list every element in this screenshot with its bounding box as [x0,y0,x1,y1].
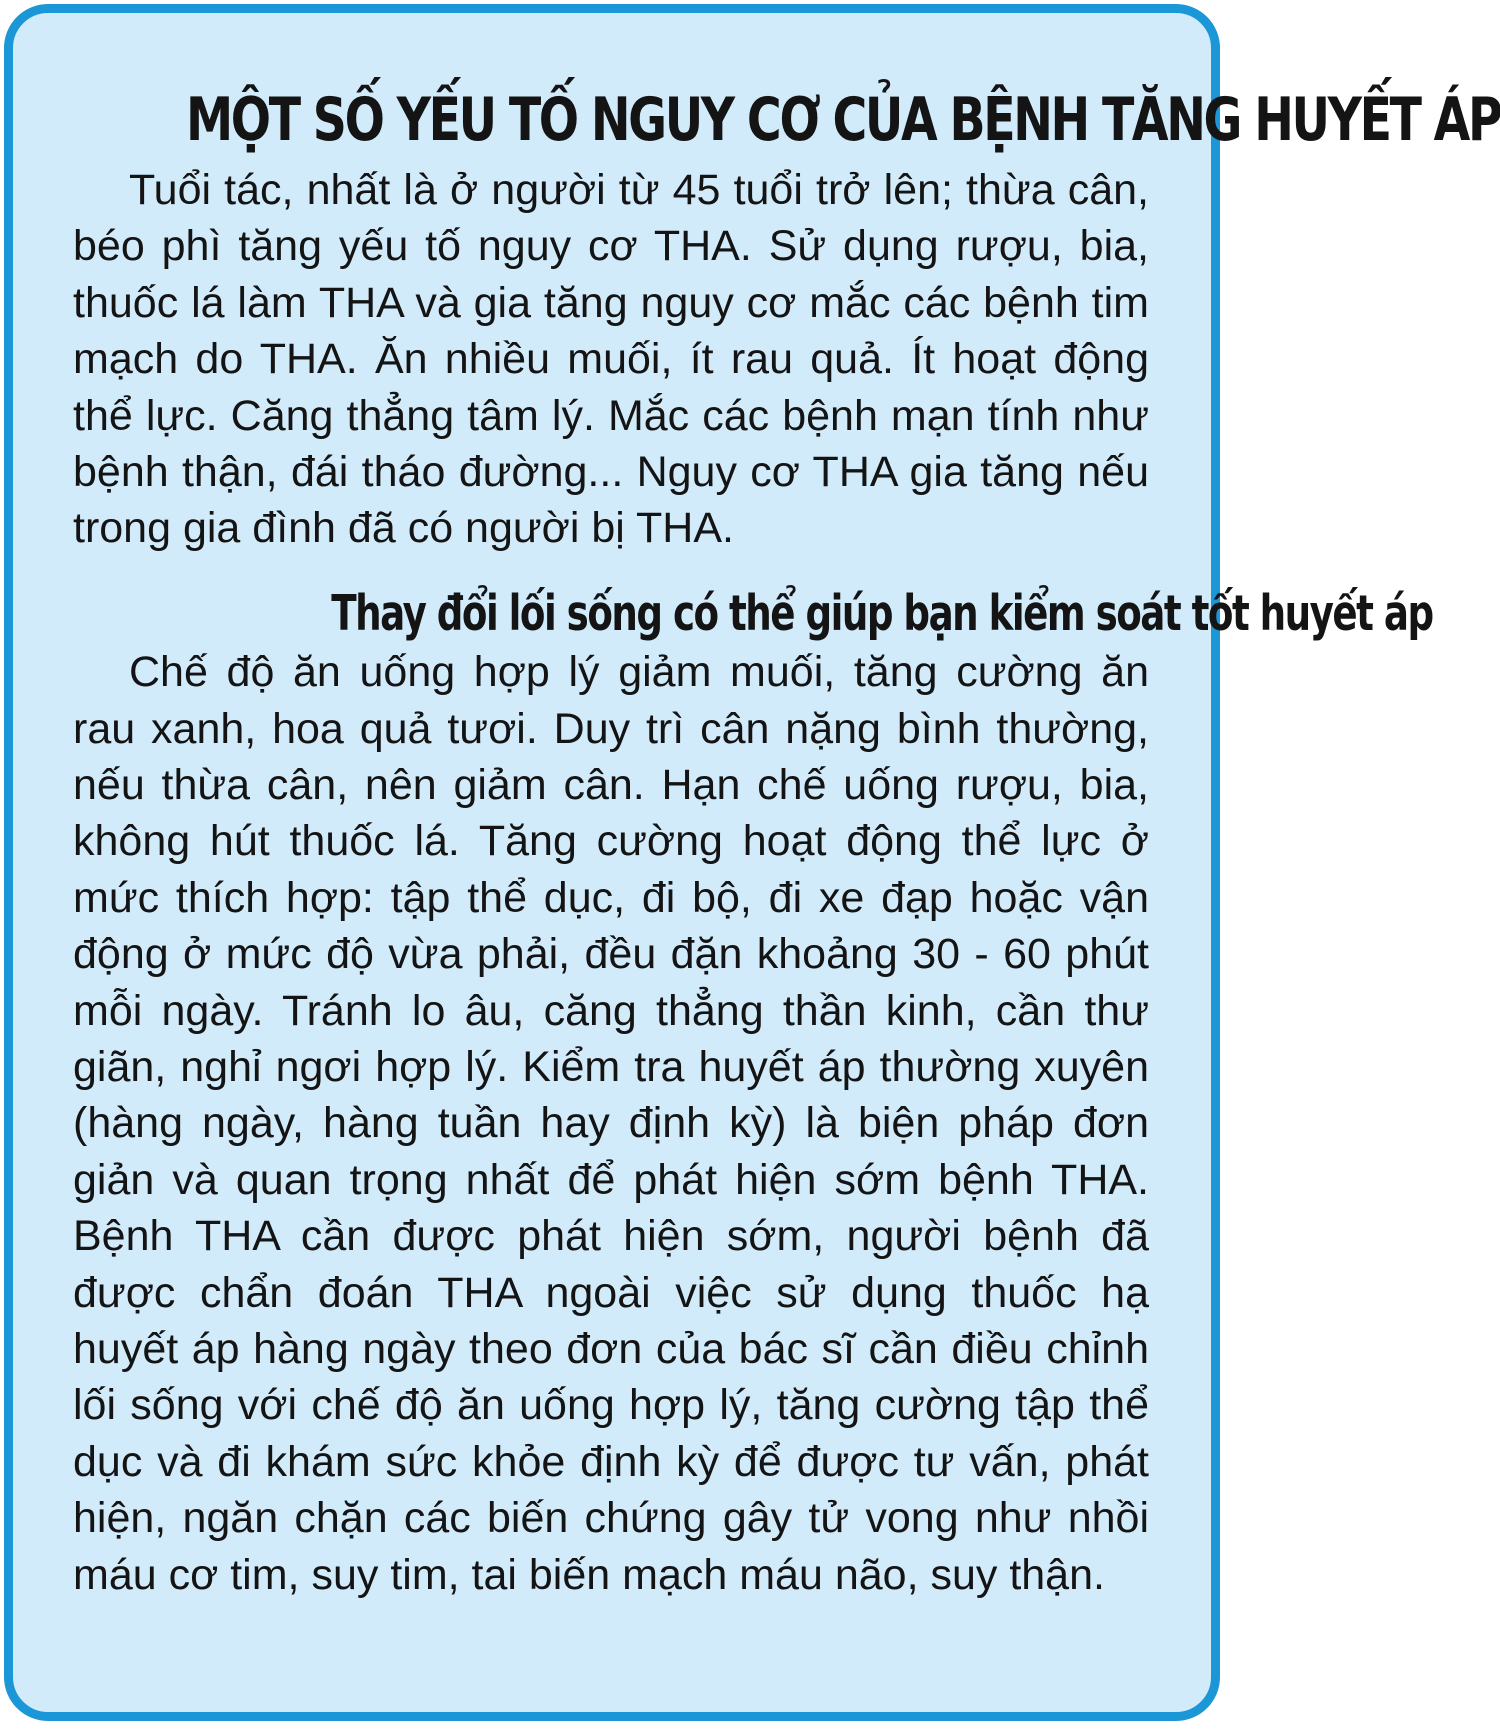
info-box [4,4,1500,1721]
lifestyle-paragraph: Chế độ ăn uống hợp lý giảm muối, tăng cường ăn rau xanh, hoa quả tươi. Duy trì cân nặng bình thường, nếu thừa cân, nên giảm cân. Hạn chế uống rượu, bia, không hút thuốc lá. Tăng cường hoạt động thể lực ở mức thích hợp: tập thể dục, đi bộ, đi xe đạp hoặc vận động ở mức độ vừa phải, đều đặn khoảng 30 - 60 phút mỗi ngày. Tránh lo âu, căng thẳng thần kinh, cần thư giãn, nghỉ ngơi hợp lý. Kiểm tra huyết áp thường xuyên (hàng ngày, hàng tuần hay định kỳ) là biện pháp đơn giản và quan trọng nhất để phát hiện sớm bệnh THA. Bệnh THA cần được phát hiện sớm, người bệnh đã được chẩn đoán THA ngoài việc sử dụng thuốc hạ huyết áp hàng ngày theo đơn của bác sĩ cần điều chỉnh lối sống với chế độ ăn uống hợp lý, tăng cường tập thể dục và đi khám sức khỏe định kỳ để được tư vấn, phát hiện, ngăn chặn các biến chứng gây tử vong như nhồi máu cơ tim, suy tim, tai biến mạch máu não, suy thận. [73,648,1149,1599]
section-subtitle: Thay đổi lối sống có thể giúp bạn kiểm soát tốt huyết áp [331,584,1433,642]
risk-factors-paragraph: Tuổi tác, nhất là ở người từ 45 tuổi trở lên; thừa cân, béo phì tăng yếu tố nguy cơ THA. Sử dụng rượu, bia, thuốc lá làm THA và gia tăng nguy cơ mắc các bệnh tim mạch do THA. Ăn nhiều muối, ít rau quả. Ít hoạt động thể lực. Căng thẳng tâm lý. Mắc các bệnh mạn tính như bệnh thận, đái tháo đường... Nguy cơ THA gia tăng nếu trong gia đình đã có người bị THA. [73,166,1149,553]
box-title: MỘT SỐ YẾU TỐ NGUY CƠ CỦA BỆNH TĂNG HUYẾT ÁP [185,85,1500,155]
